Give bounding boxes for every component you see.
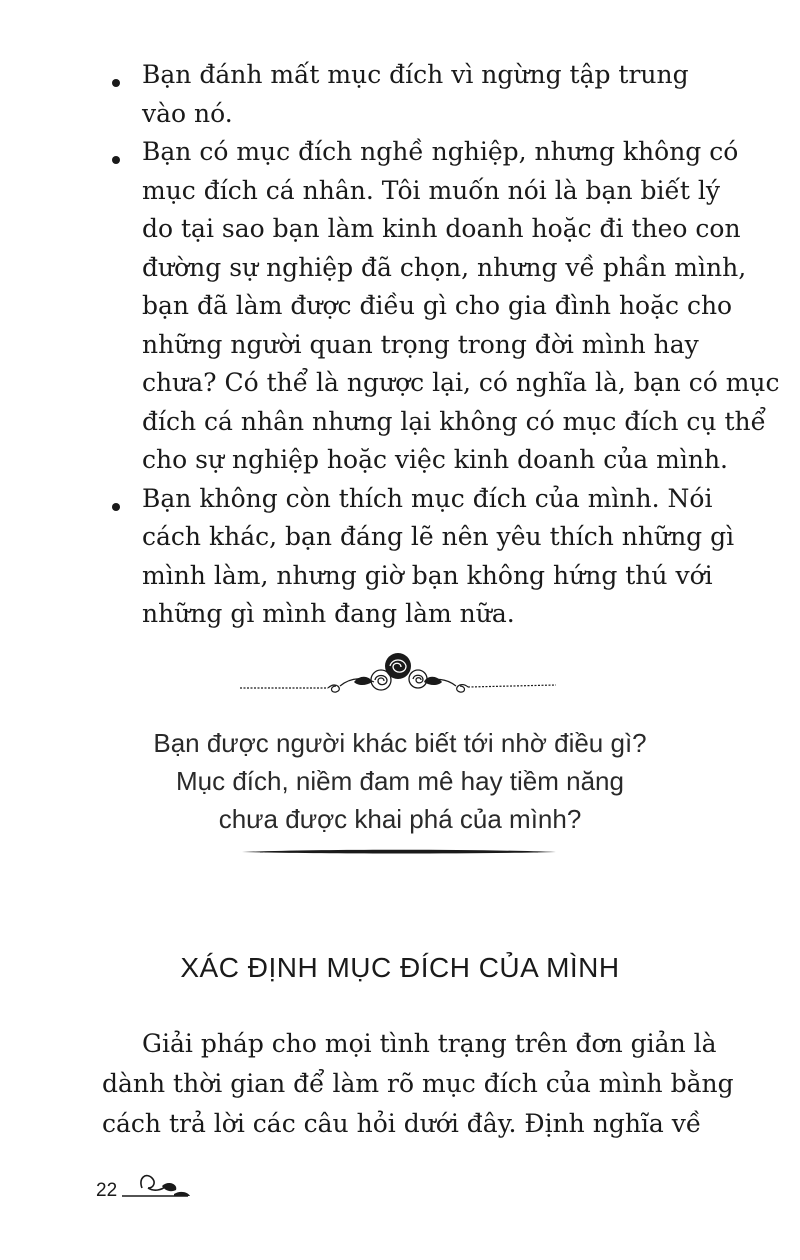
text-line: do tại sao bạn làm kinh doanh hoặc đi theo con	[142, 214, 741, 243]
text-line: cách khác, bạn đáng lẽ nên yêu thích những gì	[142, 522, 735, 551]
text-line: chưa? Có thể là ngược lại, có nghĩa là, bạn có mục	[142, 368, 780, 397]
text-line: mục đích cá nhân. Tôi muốn nói là bạn biết lý	[142, 175, 721, 205]
text-line: đích cá nhân nhưng lại không có mục đích cụ thể	[142, 406, 766, 436]
text-line: cho sự nghiệp hoặc việc kinh doanh của mình.	[142, 445, 728, 474]
text-line: bạn đã làm được điều gì cho gia đình hoặc cho	[142, 291, 733, 320]
list-item	[112, 480, 735, 634]
body-paragraph	[102, 1024, 734, 1144]
rose-flourish-icon	[236, 646, 560, 702]
text-line: cách trả lời các câu hỏi dưới đây. Định nghĩa về	[102, 1109, 702, 1138]
list-item	[112, 133, 780, 480]
text-line: Bạn không còn thích mục đích của mình. Nói	[142, 483, 713, 513]
bullet-dot	[112, 156, 120, 164]
text-line: vào nó.	[142, 98, 233, 128]
text-line: đường sự nghiệp đã chọn, nhưng về phần mình,	[142, 252, 747, 282]
tulip-flourish-icon	[122, 1166, 202, 1204]
text-line: những gì mình đang làm nữa.	[142, 599, 515, 628]
text-line: mình làm, nhưng giờ bạn không hứng thú với	[142, 560, 713, 590]
list-item	[112, 56, 712, 133]
quote-line: Bạn được người khác biết tới nhờ điều gì?	[153, 728, 647, 758]
text-line: Giải pháp cho mọi tình trạng trên đơn giản là	[142, 1029, 717, 1058]
quote-line: chưa được khai phá của mình?	[218, 804, 582, 834]
quote-line: Mục đích, niềm đam mê hay tiềm năng	[176, 766, 624, 796]
text-line: Bạn có mục đích nghề nghiệp, nhưng không có	[142, 137, 739, 166]
text-line: dành thời gian để làm rõ mục đích của mình bằng	[102, 1069, 734, 1098]
text-line: những người quan trọng trong đời mình hay	[142, 329, 699, 359]
bullet-dot	[112, 79, 120, 87]
divider-flourish-icon	[240, 844, 558, 858]
section-heading: XÁC ĐỊNH MỤC ĐÍCH CỦA MÌNH	[180, 952, 620, 983]
text-line: Bạn đánh mất mục đích vì ngừng tập trung	[142, 60, 689, 89]
bullet-dot	[112, 503, 120, 511]
pull-quote	[120, 724, 680, 838]
page-number: 22	[96, 1180, 118, 1201]
bullet-list	[112, 56, 780, 634]
